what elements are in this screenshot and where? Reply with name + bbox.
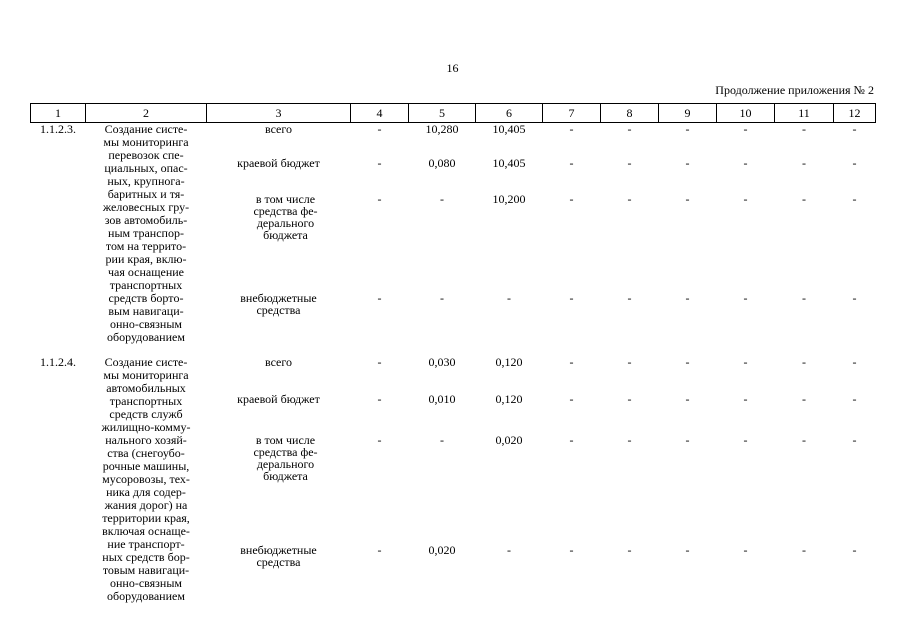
column-number-row [31,104,876,123]
value-cell: - [627,432,632,447]
funding-source: краевой бюджет [237,392,320,407]
value-cell: - [627,290,632,305]
value-cell: 10,405 [492,122,526,136]
value-cell: - [743,355,748,369]
value-cell: 10,200 [492,192,526,207]
value-cell: - [743,432,748,447]
value-cell: - [440,192,444,207]
value-cell: - [377,156,382,171]
column-header: 1 [31,104,86,123]
value-cell: - [569,432,574,447]
item-code: 1.1.2.3. [40,122,76,136]
value-cell: - [802,290,806,305]
funding-source: краевой бюджет [237,156,320,171]
value-cell: - [802,156,806,171]
page-number: 16 [446,61,459,75]
value-cell: - [569,542,574,557]
column-header: 2 [86,104,207,123]
value-cell: - [627,192,632,207]
funding-source: всего [264,355,293,369]
value-cell: - [852,392,857,407]
value-cell: - [685,192,690,207]
value-cell: - [852,156,857,171]
value-cell: - [377,355,382,369]
funding-source: внебюджетные средства [240,290,317,317]
funding-source: в том числе средства фе- дерального бюджета [253,192,318,243]
value-cell: - [802,432,806,447]
value-cell: - [852,355,857,369]
value-cell: - [377,290,382,305]
value-cell: - [569,290,574,305]
value-cell: - [627,355,632,369]
value-cell: - [569,156,574,171]
value-cell: - [743,156,748,171]
value-cell: - [440,290,444,305]
value-cell: 0,010 [428,392,456,407]
funding-source: всего [264,122,293,136]
item-name: Создание систе- мы мониторинга перевозок спе- циальных, опас- ных, крупнога- баритных и тя- желовесных гру- зов автомобиль- ным транспор- том на террито- рии края, вклю- чая оснащение транспортных средств бортo- вым навигаци- онно-связным оборудованием [102,122,190,344]
value-cell: - [627,122,632,136]
value-cell: - [685,432,690,447]
value-cell: - [377,122,382,136]
value-cell: - [685,122,690,136]
item-code: 1.1.2.4. [40,355,76,369]
value-cell: - [743,192,748,207]
table-row [31,356,876,387]
value-cell: - [507,542,511,557]
column-header: 5 [409,104,476,123]
value-cell: - [569,192,574,207]
column-header: 11 [775,104,834,123]
value-cell: - [685,355,690,369]
value-cell: - [569,392,574,407]
value-cell: - [743,542,748,557]
value-cell: - [627,542,632,557]
value-cell: - [377,192,382,207]
column-header: 9 [659,104,717,123]
appendix-table [30,103,876,603]
value-cell: - [802,355,806,369]
value-cell: 10,280 [425,122,459,136]
value-cell: - [802,542,806,557]
value-cell: - [852,122,857,136]
value-cell: 0,120 [495,355,523,369]
value-cell: - [569,355,574,369]
value-cell: - [627,156,632,171]
column-header: 12 [834,104,876,123]
value-cell: - [685,290,690,305]
value-cell: - [377,392,382,407]
funding-source: внебюджетные средства [240,542,317,569]
value-cell: - [569,122,574,136]
value-cell: - [440,432,444,447]
value-cell: - [507,290,511,305]
value-cell: - [685,156,690,171]
value-cell: - [802,122,806,136]
value-cell: - [743,122,748,136]
value-cell: - [743,290,748,305]
value-cell: - [802,392,806,407]
value-cell: 0,030 [428,355,456,369]
value-cell: 0,020 [428,542,456,557]
value-cell: - [852,432,857,447]
table-row [31,123,876,152]
value-cell: - [852,290,857,305]
column-header: 7 [543,104,601,123]
value-cell: 0,120 [495,392,523,407]
column-header: 6 [476,104,543,123]
value-cell: - [852,542,857,557]
value-cell: - [685,542,690,557]
column-header: 4 [351,104,409,123]
column-header: 10 [717,104,775,123]
item-name: Создание систе- мы мониторинга автомобильных транспортных средств служб жилищно-комму- нального хозяй- ства (снегоубо- рочные машины, мусоровозы, тех- ника для содер- жания дорог) на территории края, включая оснаще- ние транспорт- ных средств бор- товым навигаци- онно-связным оборудованием [101,355,191,603]
value-cell: 0,080 [428,156,456,171]
value-cell: - [377,432,382,447]
value-cell: - [377,542,382,557]
continuation-label: Продолжение приложения № 2 [715,83,874,97]
value-cell: - [627,392,632,407]
table-body [31,123,876,604]
value-cell: 0,020 [495,432,523,447]
value-cell: - [852,192,857,207]
column-header: 8 [601,104,659,123]
value-cell: 10,405 [492,156,526,171]
funding-source: в том числе средства фе- дерального бюджета [253,432,318,483]
value-cell: - [685,392,690,407]
value-cell: - [802,192,806,207]
column-header: 3 [207,104,351,123]
value-cell: - [743,392,748,407]
